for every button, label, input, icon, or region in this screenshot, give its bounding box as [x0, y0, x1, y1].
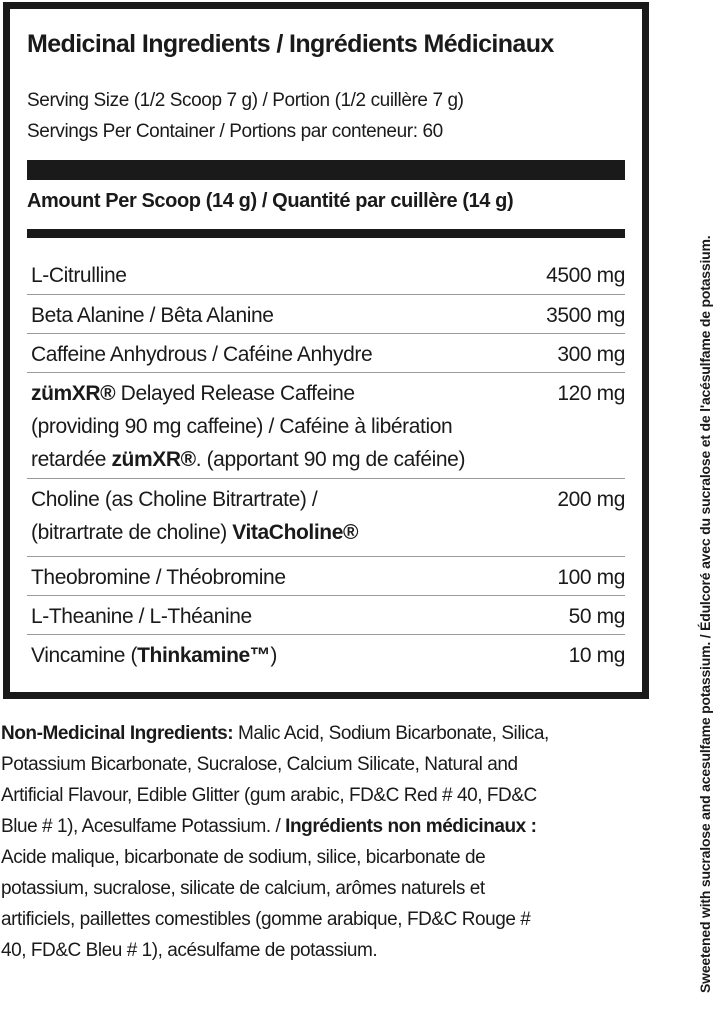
ingredient-name: Theobromine / Théobromine: [31, 566, 286, 589]
brand-name: Thinkamine™: [137, 644, 271, 667]
thick-divider-top: [27, 160, 625, 180]
ingredient-name: Beta Alanine / Bêta Alanine: [31, 304, 274, 327]
ingredients-table: [27, 255, 625, 675]
ingredient-amount: 300 mg: [557, 343, 625, 366]
ingredient-name: L-Citrulline: [31, 264, 127, 287]
ingredient-amount: 200 mg: [557, 488, 625, 511]
serving-size: Serving Size (1/2 Scoop 7 g) / Portion (1/2 cuillère 7 g): [27, 90, 464, 111]
panel-title: Medicinal Ingredients / Ingrédients Médicinaux: [27, 30, 554, 58]
ingredient-name: Vincamine (Thinkamine™): [31, 644, 277, 667]
ingredient-name: Caffeine Anhydrous / Caféine Anhydre: [31, 343, 373, 366]
ingredient-name: zümXR® Delayed Release Caffeine (providing 90 mg caffeine) / Caféine à libération retardée zümXR®. (apportant 90 mg de caféine): [31, 382, 466, 471]
non-medicinal-label-fr: Ingrédients non médicinaux :: [285, 816, 537, 837]
ingredient-row: [27, 295, 625, 334]
ingredient-amount: 10 mg: [568, 644, 625, 667]
ingredient-amount: 3500 mg: [546, 304, 625, 327]
non-medicinal-label-en: Non-Medicinal Ingredients:: [1, 723, 234, 744]
brand-name: VitaCholine®: [232, 521, 359, 544]
thick-divider-bottom: [27, 229, 625, 238]
non-medicinal-ingredients: Non-Medicinal Ingredients: Malic Acid, Sodium Bicarbonate, Silica, Potassium Bicarbonate, Sucralose, Calcium Silicate, Natural and Artificial Flavour, Edible Glitter (gum arabic, FD&C Red # 40, FD&C Blue # 1), Acesulfame Potassium. / Ingrédients non médicinaux : Acide malique, bicarbonate de sodium, silice, bicarbonate de potassium, sucralose, silicate de calcium, arômes naturels et artificiels, paillettes comestibles (gomme arabique, FD&C Rouge # 40, FD&C Bleu # 1), acésulfame de potassium.: [1, 723, 549, 961]
amount-per-scoop: Amount Per Scoop (14 g) / Quantité par cuillère (14 g): [27, 190, 514, 212]
ingredient-row: [27, 635, 625, 675]
brand-name: zümXR®: [111, 448, 196, 471]
ingredient-row: [27, 596, 625, 635]
ingredient-row: [27, 373, 625, 479]
ingredient-amount: 4500 mg: [546, 264, 625, 287]
ingredient-row: [27, 479, 625, 557]
ingredient-name: Choline (as Choline Bitrartrate) / (bitrartrate de choline) VitaCholine®: [31, 488, 359, 544]
ingredient-amount: 100 mg: [557, 566, 625, 589]
brand-name: zümXR®: [31, 382, 116, 405]
ingredient-row: [27, 334, 625, 373]
ingredient-amount: 120 mg: [557, 382, 625, 405]
ingredient-row: [27, 557, 625, 596]
ingredient-row: [27, 255, 625, 295]
sweetener-statement: Sweetened with sucralose and acesulfame potassium. / Édulcoré avec du sucralose et de l'acésulfame de potassium.: [697, 235, 713, 993]
servings-per-container: Servings Per Container / Portions par conteneur: 60: [27, 121, 443, 142]
ingredient-name: L-Theanine / L-Théanine: [31, 605, 252, 628]
ingredient-amount: 50 mg: [568, 605, 625, 628]
